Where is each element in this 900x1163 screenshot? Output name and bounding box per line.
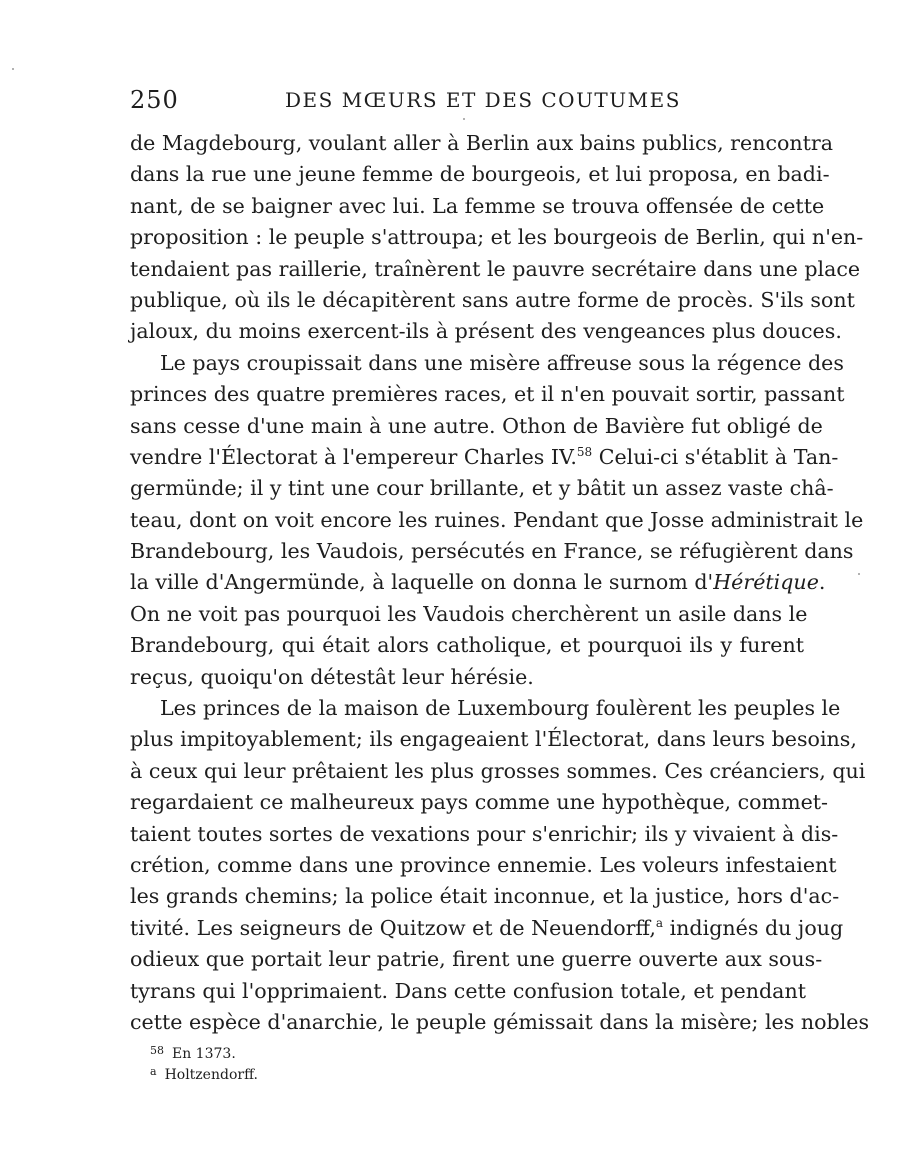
footnote-ref: a [655, 915, 664, 930]
scan-speck [463, 118, 465, 120]
page-number: 250 [130, 86, 179, 114]
scan-speck [12, 68, 14, 70]
text-line: Les princes de la maison de Luxembourg foulèrent les peuples le [160, 696, 841, 721]
footnote-text: Holtzendorff. [164, 1067, 258, 1083]
text-line: dans la rue une jeune femme de bourgeois, et lui proposa, en badi- [130, 162, 830, 187]
text-line: Brandebourg, les Vaudois, persécutés en France, se réfugièrent dans [130, 539, 854, 564]
text-line [130, 567, 826, 598]
text-line: tendaient pas raillerie, traînèrent le pauvre secrétaire dans une place [130, 256, 861, 281]
scan-speck [858, 573, 860, 575]
body-text [130, 128, 870, 1038]
text-line: Le pays croupissait dans une misère affreuse sous la régence des [160, 350, 844, 375]
text-fragment: tivité. Les seigneurs de Quitzow et de Neuendorff, [130, 915, 656, 940]
text-line [130, 442, 839, 473]
footnote-mark: 58 [150, 1044, 164, 1057]
text-line: à ceux qui leur prêtaient les plus grosses sommes. Ces créanciers, qui [130, 758, 866, 783]
text-line: princes des quatre premières races, et il n'en pouvait sortir, passant [130, 382, 845, 407]
footnote-mark: a [150, 1065, 157, 1078]
footnote [150, 1063, 258, 1084]
text-fragment: la ville d'Angermünde, à laquelle on donna le surnom d' [130, 570, 714, 595]
footnote-ref: 58 [576, 444, 593, 459]
text-line: sans cesse d'une main à une autre. Othon de Bavière fut obligé de [130, 413, 823, 438]
text-line: reçus, quoiqu'on détestât leur hérésie. [130, 664, 534, 689]
running-title: DES MŒURS ET DES COUTUMES [285, 88, 681, 112]
text-fragment: indignés du joug [669, 915, 844, 940]
italic-term: Hérétique [713, 570, 819, 595]
text-line: de Magdebourg, voulant aller à Berlin aux bains publics, rencontra [130, 131, 834, 155]
footnotes [150, 1042, 258, 1084]
text-line: crétion, comme dans une province ennemie. Les voleurs infestaient [130, 852, 837, 877]
text-line: On ne voit pas pourquoi les Vaudois cherchèrent un asile dans le [130, 601, 808, 626]
text-line: plus impitoyablement; ils engageaient l'Électorat, dans leurs besoins, [130, 727, 857, 752]
text-line: cette espèce d'anarchie, le peuple gémissait dans la misère; les nobles [130, 1009, 870, 1034]
text-line: taient toutes sortes de vexations pour s'enrichir; ils y vivaient à dis- [130, 821, 839, 846]
text-line: germünde; il y tint une cour brillante, et y bâtit un assez vaste châ- [130, 476, 834, 501]
text-line: regardaient ce malheureux pays comme une hypothèque, commet- [130, 790, 829, 815]
footnote [150, 1042, 258, 1063]
text-line: Brandebourg, qui était alors catholique, et pourquoi ils y furent [130, 633, 804, 658]
page-header [130, 86, 804, 120]
text-fragment: Celui-ci s'établit à Tan- [598, 444, 839, 469]
text-line: odieux que portait leur patrie, firent une guerre ouverte aux sous- [130, 947, 823, 972]
text-fragment: . [818, 570, 826, 595]
text-fragment: vendre l'Électorat à l'empereur Charles IV. [130, 444, 577, 469]
text-line: jaloux, du moins exercent-ils à présent des vengeances plus douces. [130, 319, 842, 344]
text-line [130, 913, 844, 944]
footnote-text: En 1373. [172, 1046, 236, 1062]
text-line: teau, dont on voit encore les ruines. Pendant que Josse administrait le [130, 507, 864, 532]
text-line: nant, de se baigner avec lui. La femme se trouva offensée de cette [130, 193, 825, 218]
text-line: tyrans qui l'opprimaient. Dans cette confusion totale, et pendant [130, 978, 806, 1003]
text-line: les grands chemins; la police était inconnue, et la justice, hors d'ac- [130, 884, 840, 909]
text-line: publique, où ils le décapitèrent sans autre forme de procès. S'ils sont [130, 287, 855, 312]
text-line: proposition : le peuple s'attroupa; et les bourgeois de Berlin, qui n'en- [130, 225, 864, 250]
